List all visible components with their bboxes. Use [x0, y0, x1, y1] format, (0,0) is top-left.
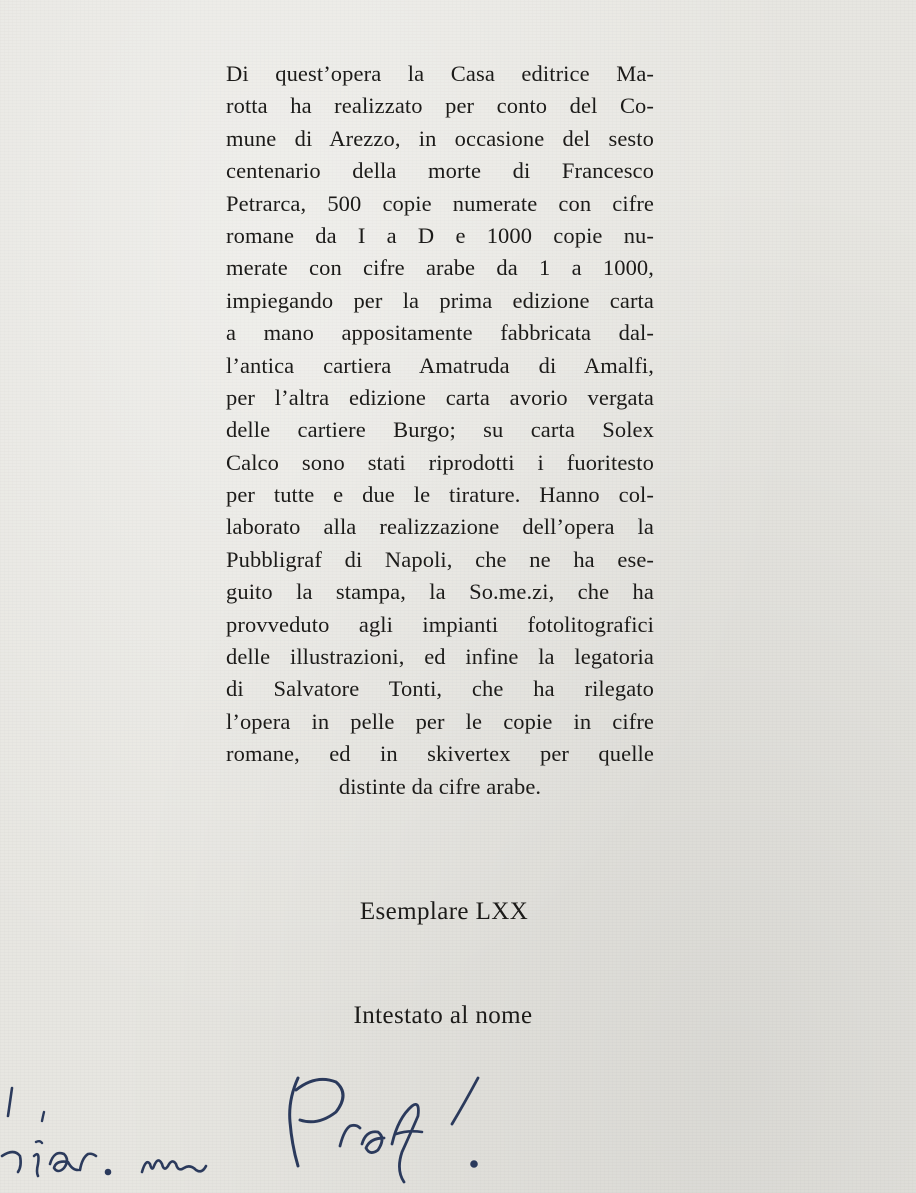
colophon-line: merate con cifre arabe da 1 a 1000, — [226, 255, 654, 281]
colophon-line: laborato alla realizzazione dell’opera la — [226, 514, 654, 540]
pen-stroke — [8, 1088, 12, 1116]
colophon-line: impiegando per la prima edizione carta — [226, 287, 654, 313]
colophon-line: delle illustrazioni, ed infine la legatoria — [226, 644, 654, 670]
colophon-line: delle cartiere Burgo; su carta Solex — [226, 417, 654, 443]
pen-stroke — [296, 1079, 343, 1121]
pen-stroke — [42, 1112, 44, 1121]
colophon-line: per l’altra edizione carta avorio vergata — [226, 384, 654, 410]
pen-strokes — [2, 1078, 478, 1182]
pen-dot — [471, 1161, 476, 1166]
pen-stroke — [34, 1154, 39, 1176]
pen-stroke — [50, 1153, 78, 1171]
pen-stroke — [452, 1078, 478, 1124]
colophon-line: Petrarca, 500 copie numerate con cifre — [226, 190, 654, 216]
colophon-line: Di quest’opera la Casa editrice Ma- — [226, 61, 654, 86]
colophon-line: guito la stampa, la So.me.zi, che ha — [226, 579, 654, 605]
colophon-line: a mano appositamente fabbricata dal- — [226, 320, 654, 346]
pen-stroke — [36, 1141, 42, 1143]
colophon-line: romane da I a D e 1000 copie nu- — [226, 222, 654, 248]
colophon-line: Calco sono stati riprodotti i fuoritesto — [226, 449, 654, 475]
colophon-line: centenario della morte di Francesco — [226, 158, 654, 184]
colophon-line-last: distinte da cifre arabe. — [338, 773, 542, 799]
colophon-line: mune di Arezzo, in occasione del sesto — [226, 125, 654, 151]
colophon-text — [226, 58, 654, 803]
pen-dot — [106, 1170, 110, 1174]
colophon-line: di Salvatore Tonti, che ha rilegato — [226, 676, 654, 702]
copy-number: Esemplare LXX — [359, 898, 529, 925]
pen-stroke — [2, 1152, 21, 1172]
pen-stroke — [392, 1104, 418, 1182]
pen-stroke — [362, 1132, 384, 1153]
colophon-line: per tutte e due le tirature. Hanno col- — [226, 482, 654, 508]
colophon-line: romane, ed in skivertex per quelle — [226, 741, 654, 767]
colophon-line: provveduto agli impianti fotolitografici — [226, 611, 654, 637]
pen-stroke — [142, 1160, 206, 1172]
pen-stroke — [340, 1125, 360, 1146]
colophon-line: Pubbligraf di Napoli, che ne ha ese- — [226, 546, 654, 572]
addressee-label: Intestato al nome — [353, 1002, 533, 1029]
pen-stroke — [80, 1154, 96, 1170]
colophon-line: l’antica cartiera Amatruda di Amalfi, — [226, 352, 654, 378]
handwritten-name-signature — [0, 1060, 916, 1193]
colophon-line: rotta ha realizzato per conto del Co- — [226, 93, 654, 119]
colophon-line: l’opera in pelle per le copie in cifre — [226, 708, 654, 734]
